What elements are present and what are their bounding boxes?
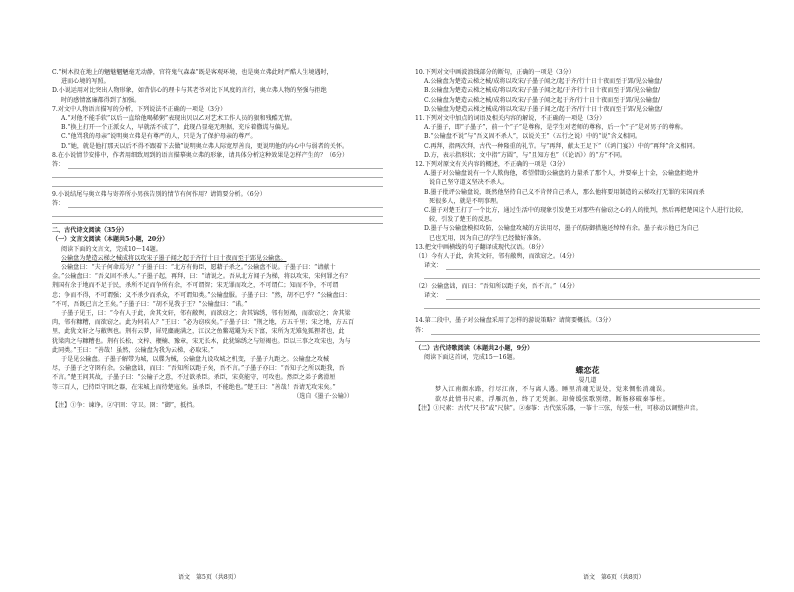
question-12 [415, 160, 760, 243]
passage-source: （选自《墨子·公输》） [293, 392, 353, 400]
wavy-underlined-sentence: 公输盘为楚造云梯之械成将以攻宋子墨子闻之起于齐行十日十夜而至于郢见公输盘。 [61, 254, 287, 262]
question-10 [415, 68, 760, 114]
text-line: 时的感情富廉都得到了加强。 [61, 96, 141, 104]
answer-label: 答： [52, 161, 65, 169]
divider [415, 341, 760, 342]
option: B.公输盘为楚造云梯之械成/将以攻宋/子墨子闻之起/于齐行十日十夜而至于郢/见公输盘/ [424, 87, 661, 95]
option: A.子墨子，即“子墨子”，前一个“子”是尊称，是学生对老师的尊称，后一个“子”是对男子的尊称。 [424, 124, 687, 132]
instruction: 阅读下面这首词，完成15～16题。 [424, 353, 519, 361]
option: D.公输盘为楚造云梯之械成/将以攻宋/子墨子闻之/起于齐/行十日十夜而至于郢/见公输盘/ [424, 105, 663, 113]
option: C.公输盘为楚造云梯之械/成将以攻宋/子墨子闻之起于齐/行十日十夜而至于郢/见公输盘/ [424, 96, 661, 104]
question-8 [52, 151, 383, 187]
translation-area[interactable] [415, 261, 760, 270]
classical-passage [52, 254, 383, 392]
divider [52, 223, 383, 224]
passage-line: 等三百人，已持臣守圉之器，在宋城上而待楚寇矣。虽杀臣，不能绝也。”楚王曰：“善哉！吾请无攻宋矣。” [52, 383, 336, 391]
question-stem: 12.下列对原文有关内容的概述，不正确的一项是（3分） [415, 161, 569, 169]
passage-line: 此同类。”王曰：“善哉！虽然，公输盘为我为云梯，必取宋。” [52, 346, 214, 354]
question-stem: 7.对文中人物语言描写的分析，下列说法不正确的一项是（3分） [52, 105, 227, 113]
passage-line: “不可，吾既已言之王矣。”子墨子曰：“胡不见我于王？”公输盘曰：“诺。” [52, 300, 248, 308]
poem-line: 梦入江南烟水路，行尽江南，不与离人遇。睡里消魂无说处，觉来惆怅消魂误。 [435, 386, 670, 394]
footnote: 【注】①争：谏诤。②守圉：守卫。圉：“御”，抵挡。 [52, 401, 199, 409]
passage-line: 尽，子墨子之守圉有余。公输盘诎，而曰：“吾知所以距子矣，吾不言。”子墨子亦曰：“吾知子之所以距我，吾 [52, 365, 345, 373]
question-11 [415, 114, 760, 160]
translation-label: 译文： [424, 262, 443, 270]
subsection-title: （二）古代诗歌阅读（本题共2小题，9分） [415, 344, 534, 352]
passage-line: 里，此犹文轩之与敝舆也。荆有云梦，犀兕麋鹿满之，江汉之鱼鳖鼋鼍为天下富，宋所为无雉兔狐狸者也，此 [52, 328, 345, 336]
option-cont: 死很多人，就是不明事理。 [429, 197, 503, 205]
subquestion: （2）公输盘诎，而曰：“吾知所以距子矣，吾不言。”（4分） [415, 283, 579, 291]
option: C.“他骂我的母亲”说明奥立弗是有尊严的人，只是为了保护母亲的尊严。 [61, 133, 257, 141]
footnote: 【注】①尺素：古代“尺书”或“尺牍”。②秦筝：古代弦乐器，一筝十三弦，每弦一柱，可移动以调整声音。 [415, 405, 702, 413]
question-stem: 13.把文中画横线的句子翻译成现代汉语。（8分） [415, 243, 548, 251]
option: D.墨子与公输盘模拟攻防，公输盘攻城的方法用尽，墨子的防御措施还绰绰有余。墨子表示他已为自己 [424, 225, 699, 233]
question-stem: 10.下列对文中画波浪线部分的断句，正确的一项是（3分） [415, 69, 575, 76]
passage-line: 于是见公输盘。子墨子解带为城，以牒为械，公输盘九设攻城之机变，子墨子九距之。公输盘之攻械 [61, 356, 330, 364]
answer-label: 答： [415, 326, 428, 334]
option: C.墨子对楚王打了一个比方，通过生活中的现象引发楚王对那些有偷窃之心的人的批判，然后再把楚国这个人进行比较， [424, 207, 748, 215]
option: A.墨子对公输盘说有一个人欺侮他，希望借助公输盘的力量杀了那个人，并要奉上十金，公输盘拒绝并 [424, 170, 699, 178]
option: D.“她，就是他打那天以后不得不跟着下去做”说明奥立弗人际宽厚善良，更说明他的内心中与弱者的关怀。 [61, 142, 349, 150]
answer-line[interactable] [52, 178, 383, 187]
instruction: 阅读下面的文言文，完成10～14题。 [61, 245, 162, 253]
answer-line[interactable] [424, 270, 760, 279]
passage-line: 不言。”楚王问其故，子墨子曰：“公输子之意，不过欲杀臣。杀臣，宋莫能守，可攻也。然臣之弟子禽滑厘 [52, 374, 336, 382]
passage-line: 肉，邻有糠糟，而欲窃之。此为何若人？”王曰：“必为窃疾矣。”子墨子曰：“荆之地，方五千里；宋之地，方五百 [52, 319, 354, 327]
option: D.方，表示指形状；文中指“方圆”，与“且知方也”（《论语》）的“方”不同。 [424, 151, 627, 159]
translation-label: 译文： [424, 292, 443, 300]
question-stem: 11.下列对文中加点的词语及相关内容的解说，不正确的一项是（3分） [415, 115, 606, 123]
option-cont: 较，引发了楚王的反思。 [429, 216, 497, 224]
translation-area[interactable] [415, 291, 760, 300]
question-13 [415, 243, 760, 310]
answer-line[interactable] [52, 169, 383, 178]
passage-line: 子墨子见王，曰：“今有人于此，舍其文轩，邻有敝舆，而欲窃之；舍其锦绣，邻有短褐，而欲窃之；舍其梁 [61, 310, 351, 318]
question-stem: 8.在小说情节安排中，作者用细致周到的语言描摹奥立弗的形象，请具体分析这种效果是怎样产生的？（6分） [52, 151, 349, 159]
option: B.墨子批评公输盘说，既然他坚持自己义不肯替自己杀人，那么他将要用制造的云梯攻打无罪的宋国而杀 [424, 188, 705, 196]
text-line: 进而心境的写照。 [61, 78, 110, 86]
option-cont: 说自己坚守道义坚决不杀人。 [429, 179, 509, 187]
section-title: 二、古代诗文阅读（35分） [52, 227, 128, 235]
poem-author: 晏几道 [578, 377, 597, 385]
option-cont: 已也无用，因为自己的学生已经做好准备。 [429, 234, 545, 242]
option: B.“换上打开一个正派女人，早就活不成了”，此现凸显毫无理据，充斥着撒谎与偏见。 [61, 124, 294, 132]
poem-title: 蝶恋花 [575, 365, 600, 376]
answer-label: 答： [52, 200, 65, 208]
passage-line: 荆国有余于地而不足于民，杀所不足而争所有余，不可谓智；宋无罪而攻之，不可谓仁；知而不争，不可谓 [52, 282, 339, 290]
passage-line: 公输盘曰：“夫子何命焉为？”子墨子曰：“北方有侮臣，愿藉子杀之。”公输盘不说。子墨子曰：“请献十 [61, 264, 336, 272]
poem-line: 欲尽此情书尺素，浮雁沉鱼，终了无凭据。却倚缓弦歌别绪，断肠移破秦筝柱。 [435, 395, 670, 403]
option: B.“公输盘不说”与“吾义固不杀人”，以说关王”（五行之说）中的“说”含义相同。 [424, 133, 642, 141]
text-line: C.“树木投在地上的魑魅魍魉毫无动静，官符鬼气森森”既是客观环境，也是奥立弗此时严酷人生境遇时， [52, 69, 333, 76]
option: A.“对他不能手软”以后一直给他喝稀粥”表现出贝以乙对艺术工作人员的狠和残酷无情。 [61, 115, 297, 123]
passage-line: 犹梁肉之与糠糟也。荆有长松、文梓、楩楠、豫章，宋无长木，此犹锦绣之与短褐也。臣以三事之攻宋也，为与 [52, 337, 351, 345]
option: C.再拜，指两次拜，古代一种隆重的礼节。与“再拜，献太王足下”（《鸿门宴》）中的“再拜”含义相同。 [424, 142, 699, 150]
page-footer-left: 语文 第5页（共8页） [178, 574, 240, 581]
answer-area[interactable] [415, 326, 760, 335]
text-line: D.小说运用对比突出人物形象，如背信心的理卡与其老爷对比下风度的言行，奥立弗人物的坚强与拒绝 [52, 87, 327, 95]
answer-line[interactable] [424, 300, 760, 309]
question-14 [415, 316, 760, 334]
answer-area[interactable] [52, 160, 383, 169]
subquestion: （1）今有人于此，舍其文轩，邻有敝舆，而欲窃之。（4分） [415, 253, 579, 261]
question-7 [52, 105, 383, 151]
option: A.公输盘为楚造云梯之械/成将以攻宋/子墨子闻之/起于齐/行十日十夜而至于郢/见公输盘/ [424, 78, 663, 86]
passage-line: 金。”公输盘曰：“吾义固不杀人。”子墨子起，再拜，曰：“请说之。吾从北方闻子为梯，将以攻宋，宋何罪之有？ [52, 273, 351, 281]
answer-area[interactable] [52, 199, 383, 208]
question-stem: 9.小说结尾与奥立弗与寄养所小男孩告别的情节有何作用？请简要分析。（6分） [52, 191, 266, 199]
question-9 [52, 190, 383, 217]
right-page [397, 0, 794, 592]
answer-line[interactable] [52, 208, 383, 217]
subsection-title: （一）文言文阅读（本题共5小题，20分） [52, 236, 169, 244]
question-stem: 14.第二段中，墨子对公输盘采用了怎样的游说策略？请简要概括。（3分） [415, 317, 615, 325]
page-footer-right: 语文 第6页（共8页） [583, 574, 645, 581]
passage-line: 忠；争而不得，不可谓强；义不杀少而杀众，不可谓知类。”公输盘服。子墨子曰：“然，胡不已乎？”公输盘曰： [52, 291, 351, 299]
